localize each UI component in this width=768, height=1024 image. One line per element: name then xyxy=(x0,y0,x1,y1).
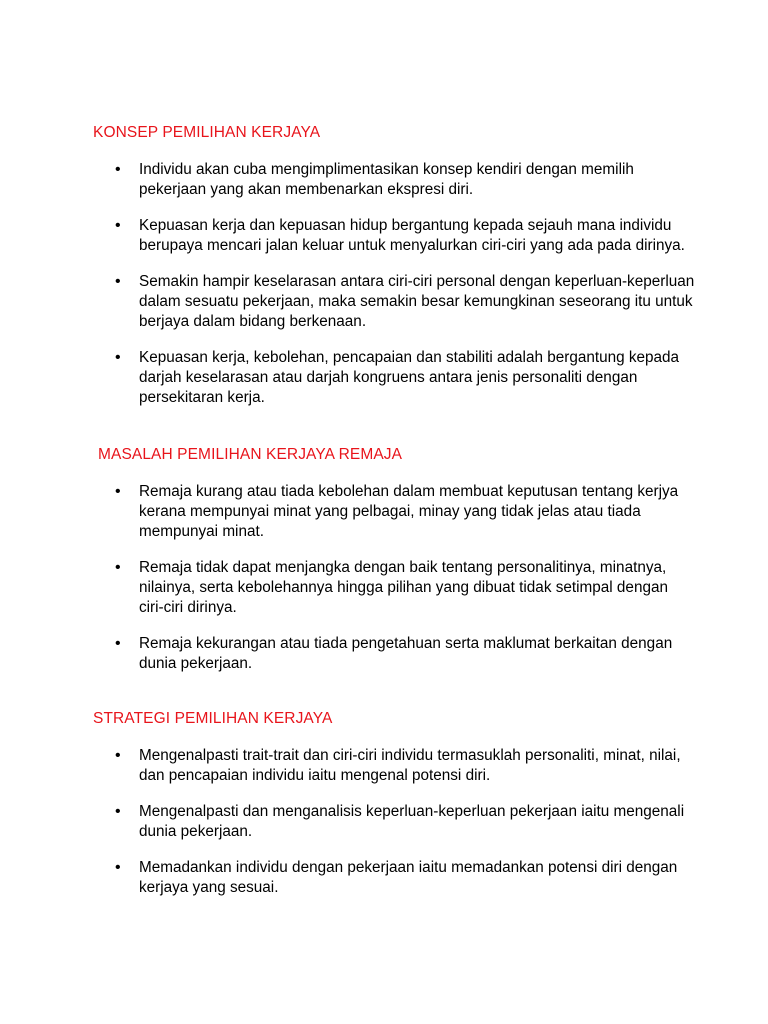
list-item xyxy=(115,216,695,256)
section-heading-konsep: KONSEP PEMILIHAN KERJAYA xyxy=(93,124,321,141)
section-heading-strategi: STRATEGI PEMILIHAN KERJAYA xyxy=(93,710,333,727)
list-item-text: Mengenalpasti dan menganalisis keperluan-keperluan pekerjaan iaitu mengenali dunia pekerjaan. xyxy=(139,803,685,840)
list-item-text: Semakin hampir keselarasan antara ciri-ciri personal dengan keperluan-keperluan dalam sesuatu pekerjaan, maka semakin besar kemungkinan seseorang itu untuk berjaya dalam bidang berkenaan. xyxy=(139,273,695,330)
bullet-list-strategi xyxy=(115,746,695,914)
bullet-icon: • xyxy=(115,635,121,652)
list-item-text: Mengenalpasti trait-trait dan ciri-ciri individu termasuklah personaliti, minat, nilai, dan pencapaian individu iaitu mengenal potensi diri. xyxy=(139,747,681,784)
bullet-icon: • xyxy=(115,217,121,234)
bullet-icon: • xyxy=(115,559,121,576)
list-item xyxy=(115,746,695,786)
bullet-icon: • xyxy=(115,161,121,178)
list-item-text: Kepuasan kerja dan kepuasan hidup bergantung kepada sejauh mana individu berupaya mencari jalan keluar untuk menyalurkan ciri-ciri yang ada pada dirinya. xyxy=(139,217,685,254)
list-item xyxy=(115,482,695,542)
list-item-text: Remaja tidak dapat menjangka dengan baik tentang personalitinya, minatnya, nilainya, serta kebolehannya hingga pilihan yang dibuat tidak setimpal dengan ciri-ciri dirinya. xyxy=(139,559,668,616)
list-item-text: Kepuasan kerja, kebolehan, pencapaian dan stabiliti adalah bergantung kepada darjah keselarasan atau darjah kongruens antara jenis personaliti dengan persekitaran kerja. xyxy=(139,349,680,406)
bullet-icon: • xyxy=(115,859,121,876)
section-heading-masalah: MASALAH PEMILIHAN KERJAYA REMAJA xyxy=(98,446,403,463)
list-item-text: Remaja kekurangan atau tiada pengetahuan serta maklumat berkaitan dengan dunia pekerjaan. xyxy=(139,635,673,672)
bullet-icon: • xyxy=(115,803,121,820)
list-item-text: Remaja kurang atau tiada kebolehan dalam membuat keputusan tentang kerjya kerana mempunyai minat yang pelbagai, minay yang tidak jelas atau tiada mempunyai minat. xyxy=(139,483,679,540)
list-item-text: Individu akan cuba mengimplimentasikan konsep kendiri dengan memilih pekerjaan yang akan membenarkan ekspresi diri. xyxy=(139,161,634,198)
list-item xyxy=(115,634,695,674)
list-item xyxy=(115,858,695,898)
list-item xyxy=(115,558,695,618)
list-item xyxy=(115,348,695,408)
list-item xyxy=(115,160,695,200)
bullet-icon: • xyxy=(115,747,121,764)
list-item-text: Memadankan individu dengan pekerjaan iaitu memadankan potensi diri dengan kerjaya yang sesuai. xyxy=(139,859,678,896)
list-item xyxy=(115,802,695,842)
bullet-list-masalah xyxy=(115,482,695,690)
bullet-icon: • xyxy=(115,483,121,500)
bullet-list-konsep xyxy=(115,160,695,424)
bullet-icon: • xyxy=(115,349,121,366)
list-item xyxy=(115,272,695,332)
bullet-icon: • xyxy=(115,273,121,290)
